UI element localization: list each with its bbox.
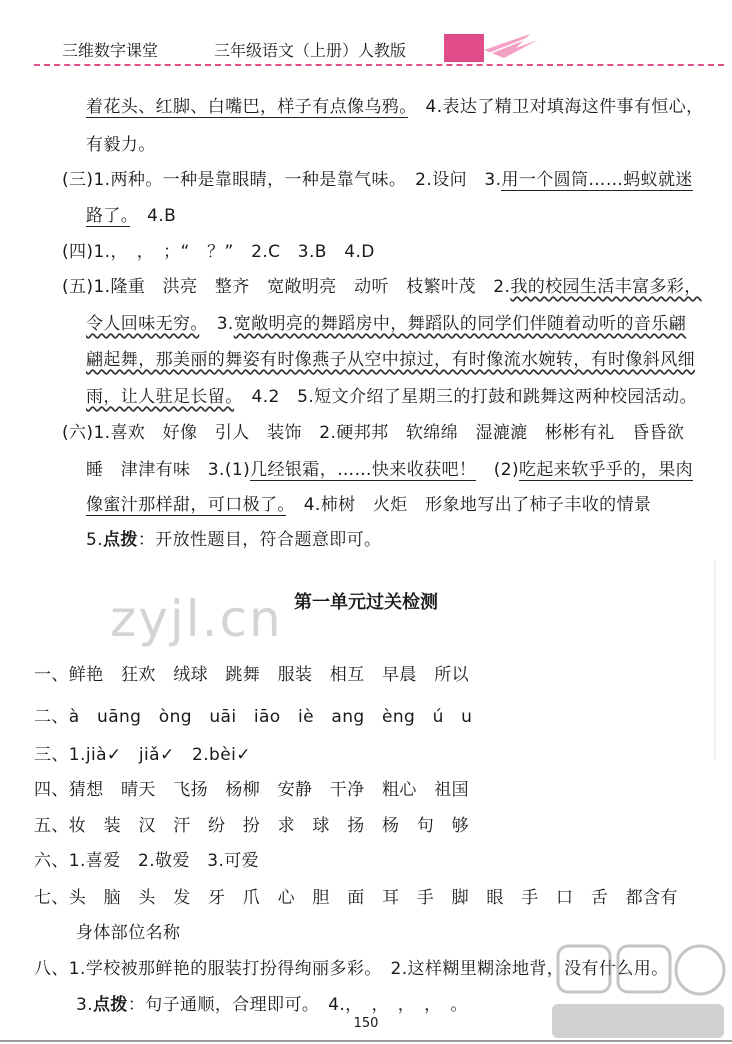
answer-line	[86, 201, 176, 226]
answer-text: 用一个圆筒……蚂蚁就迷	[501, 170, 693, 190]
answer-text: (三)1.两种。一种是靠眼睛，一种是靠气味。 2.设问 3.	[62, 170, 502, 190]
answer-text: (六)1.喜欢 好像 引人 装饰 2.硬邦邦 软绵绵 湿漉漉 彬彬有礼 昏昏欲	[62, 423, 685, 443]
answer-text: (2)	[476, 460, 519, 480]
answer-line	[86, 130, 156, 155]
answer-text: 三、1.jià✓ jiǎ✓ 2.bèi✓	[34, 745, 251, 765]
answer-line	[86, 382, 697, 407]
answer-line	[62, 237, 375, 262]
answer-line	[34, 702, 472, 727]
rocket-icon	[444, 30, 540, 64]
answer-text: 七、头 脑 头 发 牙 爪 心 胆 面 耳 手 脚 眼 手 口 舌 都含有	[34, 888, 678, 908]
answer-text: 有毅力。	[86, 135, 156, 155]
answer-text: 3.	[76, 995, 94, 1015]
answer-line	[86, 309, 686, 334]
answer-text: 5.	[86, 530, 104, 550]
answer-line	[34, 883, 678, 908]
answer-line	[34, 660, 469, 685]
answer-text: 一、鲜艳 狂欢 绒球 跳舞 服装 相互 早晨 所以	[34, 665, 469, 685]
answer-line	[86, 345, 695, 370]
answer-text: 五、妆 装 汉 汗 纷 扮 求 球 扬 杨 句 够	[34, 816, 469, 836]
book-title: 三维数字课堂	[62, 41, 159, 60]
answer-line	[34, 846, 259, 871]
answer-line	[86, 92, 704, 117]
answer-text: 几经银霜，……快来收获吧！	[250, 460, 477, 480]
answer-text: 四、猜想 晴天 飞扬 杨柳 安静 干净 粗心 祖国	[34, 780, 469, 800]
answer-text: 身体部位名称	[76, 923, 181, 943]
answer-text: 我的校园生活丰富多彩，	[510, 277, 702, 297]
footer-rule	[0, 1040, 732, 1042]
answer-line	[62, 165, 693, 190]
answer-text: 点拨	[93, 995, 128, 1015]
answer-line	[76, 918, 180, 943]
answer-text: 4.表达了精卫对填海这件事有恒心，	[408, 97, 704, 117]
page-header	[0, 0, 732, 72]
watermark: zyjl.cn	[110, 590, 283, 648]
answer-text: (五)1.隆重 洪亮 整齐 宽敞明亮 动听 枝繁叶茂 2.	[62, 277, 511, 297]
answer-text: ：开放性题目，符合题意即可。	[137, 530, 382, 550]
answer-text: 八、1.学校被那鲜艳的服装打扮得绚丽多彩。 2.这样糊里糊涂地背，没有什么用。	[34, 959, 669, 979]
answer-text: 二、à uāng òng uāi iāo iè ang èng ú u	[34, 707, 473, 727]
answer-line	[34, 775, 469, 800]
answer-text: 点拨	[103, 530, 138, 550]
page-shadow	[714, 560, 716, 760]
answer-line	[76, 990, 468, 1015]
answer-line	[62, 272, 702, 297]
answer-text: 着花头、红脚、白嘴巴，样子有点像乌鸦。	[86, 97, 409, 117]
answer-text: 吃起来软乎乎的，果肉	[519, 460, 693, 480]
edition-title: 三年级语文（上册）人教版	[214, 41, 407, 60]
answer-text: 3.	[199, 314, 234, 334]
answer-line	[34, 811, 469, 836]
answer-text: 六、1.喜爱 2.敬爱 3.可爱	[34, 851, 260, 871]
answer-line	[86, 490, 651, 515]
answer-text: 4.柿树 火炬 形象地写出了柿子丰收的情景	[286, 495, 652, 515]
answer-text: 路了。	[86, 206, 130, 226]
answer-text: 4.B	[129, 206, 177, 226]
answer-text: 像蜜汁那样甜，可口极了。	[86, 495, 287, 515]
answer-text: 雨，让人驻足长留。	[86, 387, 235, 407]
answer-text: 翩起舞，那美丽的舞姿有时像燕子从空中掠过，有时像流水婉转，有时像斜风细	[86, 350, 695, 370]
answer-line	[86, 455, 693, 480]
answer-text: 睡 津津有味 3.(1)	[86, 460, 251, 480]
section-title: 第一单元过关检测	[294, 592, 438, 613]
answer-text: 令人回味无穷。	[86, 314, 200, 334]
answer-line	[62, 418, 684, 443]
answer-text: (四)1.， ， ；“ ？” 2.C 3.B 4.D	[62, 242, 375, 262]
header-divider	[34, 64, 724, 66]
answer-line	[34, 740, 251, 765]
answer-line	[86, 525, 381, 550]
answer-text: ：句子通顺，合理即可。 4.， ， ， ， 。	[127, 995, 468, 1015]
answer-text: 宽敞明亮的舞蹈房中，舞蹈队的同学们伴随着动听的音乐翩	[233, 314, 687, 334]
page-number: 150	[353, 1016, 379, 1031]
answer-text: 4.2 5.短文介绍了星期三的打鼓和跳舞这两种校园活动。	[234, 387, 697, 407]
